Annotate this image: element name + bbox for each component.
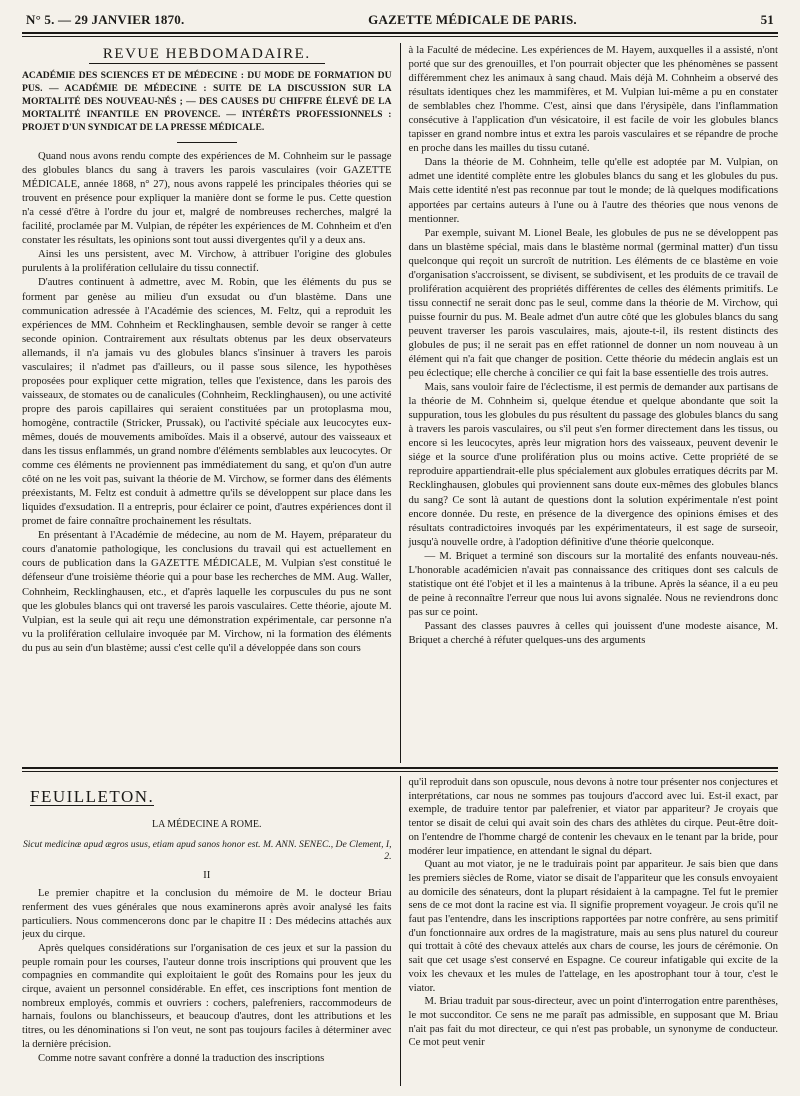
header-rule (22, 32, 778, 37)
summary-divider (177, 142, 237, 143)
revue-paragraph: à la Faculté de médecine. Les expériences de M. Hayem, auxquelles il a assisté, n'ont porté que sur des grenouilles, et l'on pourrait objecter que les phénomènes se passent différemment chez les animaux à sang chaud. Mais déjà M. Cohnheim a observé des résultats identiques chez les mammifères, et M. Vulpian lui-même a pu en constater de semblables chez l'homme. C'est, ainsi que dans l'érysipèle, dans l'inflammation consécutive à l'application d'un vésicatoire, il est facile de voir les globules blancs tapisser en grand nombre intus et extra les parois vasculaires et se répandre de proche en proche dans les mailles du tissu cutané. (408, 44, 778, 155)
feuilleton-section (22, 776, 778, 1086)
feuilleton-paragraph: M. Briau traduit par sous-directeur, avec un point d'interrogation entre parenthèses, le mot succonditor. Ce sens ne me paraît pas admissible, en supposant que M. Briau n'ait pas fait du mot directeur, ce qui n'est pas probable, un synonyme de conducteur. Ce mot peut venir (408, 996, 778, 1049)
revue-summary: ACADÉMIE DES SCIENCES ET DE MÉDECINE : DU MODE DE FORMATION DU PUS. — ACADÉMIE DE MÉDECINE : SUITE DE LA DISCUSSION SUR LA MORTALITÉ DES NOUVEAU-NÉS ; — DES CAUSES DU CHIFFRE ÉLEVÉ DE LA MORTALITÉ INFANTILE EN PROVENCE. — INTÉRÊTS PROFESSIONNELS : PROJET D'UN SYNDICAT DE LA PRESSE MÉDICALE. (22, 70, 392, 134)
feuilleton-paragraph: Quant au mot viator, je ne le traduirais point par appariteur. Je sais bien que dans les premiers siècles de Rome, viator se disait de l'appariteur que les consuls envoyaient au domicile des sénateurs, dont la plupart résidaient à la campagne. Tel fut le premier sens de ce mot dont la racine est via. Il signifie proprement voyageur. Je crois qu'il ne faut pas l'entendre, dans les inscriptions rapportées par notre confrère, au sens primitif d'un fonctionnaire aux ordres de la magistrature, mais au sens plus naturel du coureur qui trottait à côté des chevaux attelés aux chars de course, les jours de cérémonie. On sait que cet usage s'est conservé en Espagne. Ce coureur infatigable qui excite de la voix les chevaux et les mules de l'attelage, en les apostrophant tour à tour, c'est le viator. (408, 859, 778, 994)
feuilleton-paragraph: Après quelques considérations sur l'organisation de ces jeux et sur la passion du peuple romain pour les courses, l'auteur donne trois inscriptions qui prouvent que les compagnies en commandite qui exploitaient le goût des Romains pour les jeux du cirque, avaient un personnel considérable. En effet, ces inscriptions font mention de nombreux employés, commis et ouvriers : cochers, palefreniers, raccommodeurs de harnais, foulons ou blanchisseurs, et beaucoup d'autres, dont les attributions et les titres, ou les dénominations si l'on veut, ne sont pas toujours faciles à déterminer avec la dernière précision. (22, 942, 392, 1050)
feuilleton-right-column (401, 776, 779, 1086)
running-head (22, 12, 778, 32)
revue-left-column (22, 43, 401, 763)
feuilleton-subtitle: LA MÉDECINE A ROME. (152, 818, 262, 830)
revue-paragraph: En présentant à l'Académie de médecine, au nom de M. Hayem, préparateur du cours d'anatomie pathologique, les conclusions du travail qui est actuellement en cours de publication dans la GAZETTE MÉDICALE, M. Vulpian s'est constitué le défenseur d'une troisième théorie qui a pour base les recherches de MM. Aug. Waller, Cohnheim, Recklinghausen, etc., et d'après laquelle les corpuscules du pus ne sont que les globules blancs qui ont traversé les parois vasculaires. Cette théorie, ajoute M. Vulpian, est la seule qui ait reçu une démonstration expérimentale, car personne n'a vu la prolifération cellulaire invoquée par M. Virchow, ni la formation des éléments du pus au sein d'un blastème; aussi c'est celle qu'il a développée dans son cours (22, 529, 392, 654)
page-number: 51 (760, 12, 774, 27)
feuilleton-rule-bottom (22, 771, 778, 772)
revue-title: REVUE HEBDOMADAIRE. (22, 47, 392, 63)
revue-paragraph: Mais, sans vouloir faire de l'éclectisme, il est permis de demander aux partisans de la théorie de M. Cohnheim si, quelque étendue et quelque abondante que soit la suppuration, tous les globules du pus résultent du passage des globules blancs du sang à travers les parois vasculaires, ou s'il peut s'en former directement dans les tissus, ou encore si les leucocytes, après leur migration hors des vaisseaux, peuvent devenir le siége et la source d'une prolifération plus ou moins active. Cette propriété de se reproduire appartiendrait-elle plus spécialement aux globules erratiques décrits par M. Recklinghausen, globules qui proviennent sans doute eux-mêmes des globules blancs du sang? Ce sont là autant de questions dont la solution expérimentale n'est point encore donnée. Du reste, en présence de la divergence des opinions émises et des résultats contradictoires invoqués par les expérimentateurs, il est sage de surseoir, jusqu'à nouvelle ordre, à l'adoption définitive d'une théorie quelconque. (408, 381, 778, 548)
feuilleton-title: FEUILLETON. (30, 787, 155, 806)
feuilleton-paragraph: Comme notre savant confrère a donné la traduction des inscriptions (38, 1052, 325, 1064)
feuilleton-paragraph: qu'il reproduit dans son opuscule, nous devons à notre tour présenter nos conjectures et interprétations, car nous ne sommes pas toujours d'accord avec lui. Est-il exact, par exemple, de traduire tentor par palefrenier, et viator par appariteur? Je croyais que tentor se disait de celui qui avait soin des chars des athlètes du cirque. Peut-être doit-on l'entendre de l'homme chargé de contenir les chevaux en le tenant par la bride, pour modérer leur impatience, en attendant le signal du départ. (408, 777, 778, 857)
revue-paragraph: — M. Briquet a terminé son discours sur la mortalité des enfants nouveau-nés. L'honorable académicien n'avait pas connaissance des critiques dont ses calculs de statistique ont été l'objet et il les a maintenus à la tribune. Après la séance, il a eu peu de peine à reconnaître l'erreur que nous lui avons signalée. Nous ne reviendrons donc pas sur ce point. (408, 549, 778, 618)
revue-paragraph: D'autres continuent à admettre, avec M. Robin, que les éléments du pus se forment par genèse au milieu d'un exsudat ou d'un blastème. Dans une communication adressée à l'Académie des sciences, M. Feltz, qui a reproduit les expériences de MM. Cohnheim et Recklinghausen, semble devoir se ranger à cette seconde opinion. Contrairement aux résultats obtenus par les deux observateurs allemands, il n'a jamais vu des globules blancs s'insinuer à travers les parois vasculaires; il n'admet pas d'ailleurs, ou il passe sous silence, les hypothèses proposées pour expliquer cette migration, telles que l'existence, dans les parois des vaisseaux, de stomates ou de canalicules (Cohnheim, Recklinghausen), ou une activité propre des parois capillaires qui seraient constituées par un protoplasma mou, homogène, contractile (Stricker, Prussak), ou l'activité spéciale aux leucocytes eux-mêmes, doués de mouvements amiboïdes. Mais il a observé, autour des vaisseaux et dans les tissus enflammés, un grand nombre d'éléments semblables aux leucocytes. Or comme ces éléments ne proviennent pas immédiatement du sang, et qu'on d'un autre côté on ne les voit pas, suivant la théorie de M. Virchow, se former dans des éléments préexistants, M. Feltz est conduit à admettre qu'ils se développent sur place dans les liquides d'exsudation. Il a entrepris, pour éclairer ce point, d'autres expériences dont il promet de faire connaître prochainement les résultats. (22, 276, 392, 528)
feuilleton-paragraph: Le premier chapitre et la conclusion du mémoire de M. le docteur Briau renferment des vues générales que nous examinerons après avoir analysé les faits particuliers. Nous commencerons donc par le chapitre II : Des médecins attachés aux jeux du cirque. (22, 888, 392, 941)
revue-section (22, 43, 778, 763)
revue-paragraph: Ainsi les uns persistent, avec M. Virchow, à attribuer l'origine des globules purulents à la prolifération cellulaire du tissu connectif. (22, 248, 392, 275)
feuilleton-rule-top (22, 767, 778, 769)
issue-number: N° 5. — 29 JANVIER 1870. (26, 12, 185, 27)
chapter-number: II (203, 869, 211, 882)
revue-right-column (401, 43, 779, 763)
revue-paragraph: Dans la théorie de M. Cohnheim, telle qu'elle est adoptée par M. Vulpian, on admet une identité complète entre les globules blancs du sang et les globules du pus. Mais cette identité n'est pas reconnue par tout le monde; de là quelques modifications apportées par certains auteurs à l'une ou à l'autre des théories que nous venons de mentionner. (408, 156, 778, 225)
revue-paragraph: Quand nous avons rendu compte des expériences de M. Cohnheim sur le passage des globules blancs du sang à travers les parois vasculaires (voir GAZETTE MÉDICALE, année 1868, n° 27), nous avons rappelé les principales théories qui se trouvent en présence pour expliquer la manière dont se forme le pus. Cette question n'a cessé d'être à l'ordre du jour et, malgré de nombreuses recherches, malgré la facilité, proclamée par M. Vulpian, de répéter les expériences de M. Cohnheim et d'en constater les résultats, les opinions sont tout aussi divergentes qu'il y a deux ans. (22, 150, 392, 247)
revue-paragraph: Par exemple, suivant M. Lionel Beale, les globules de pus ne se développent pas dans un blastème spécial, mais dans le blastème normal (germinal matter) d'un tissu quelconque qui reçoit un surcroît de nutrition. Les éléments de ce blastème en voie d'organisation s'accroissent, se divisent, se subdivisent, et les produits de ce travail de prolifération acquièrent des propriétés différentes de celles des éléments primitifs. Le tissu connectif ne serait donc pas le seul, comme dans la théorie de M. Virchow, qui puisse fournir du pus. M. Beale admet d'un autre côté que les globules blancs du sang peuvent traverser les parois vasculaires, mais, ajoute-t-il, ils restent distincts des globules de pus; il ne serait pas en effet rationnel de donner un nom nouveau à un élément qui n'a fait que changer de position. Cette théorie du médecin anglais est un peu éclectique; elle cherche à concilier ce qui fait la base essentielle des trois autres. (408, 226, 778, 380)
feuilleton-left-column (22, 776, 401, 1086)
revue-paragraph: Passant des classes pauvres à celles qui jouissent d'une modeste aisance, M. Briquet a cherché à réfuter quelques-uns des arguments (408, 619, 778, 646)
epigraph: Sicut medicinæ apud ægros usus, etiam apud sanos honor est. M. ANN. SENEC., De Clement, I, 2. (22, 839, 392, 863)
journal-name: GAZETTE MÉDICALE DE PARIS. (368, 12, 577, 27)
